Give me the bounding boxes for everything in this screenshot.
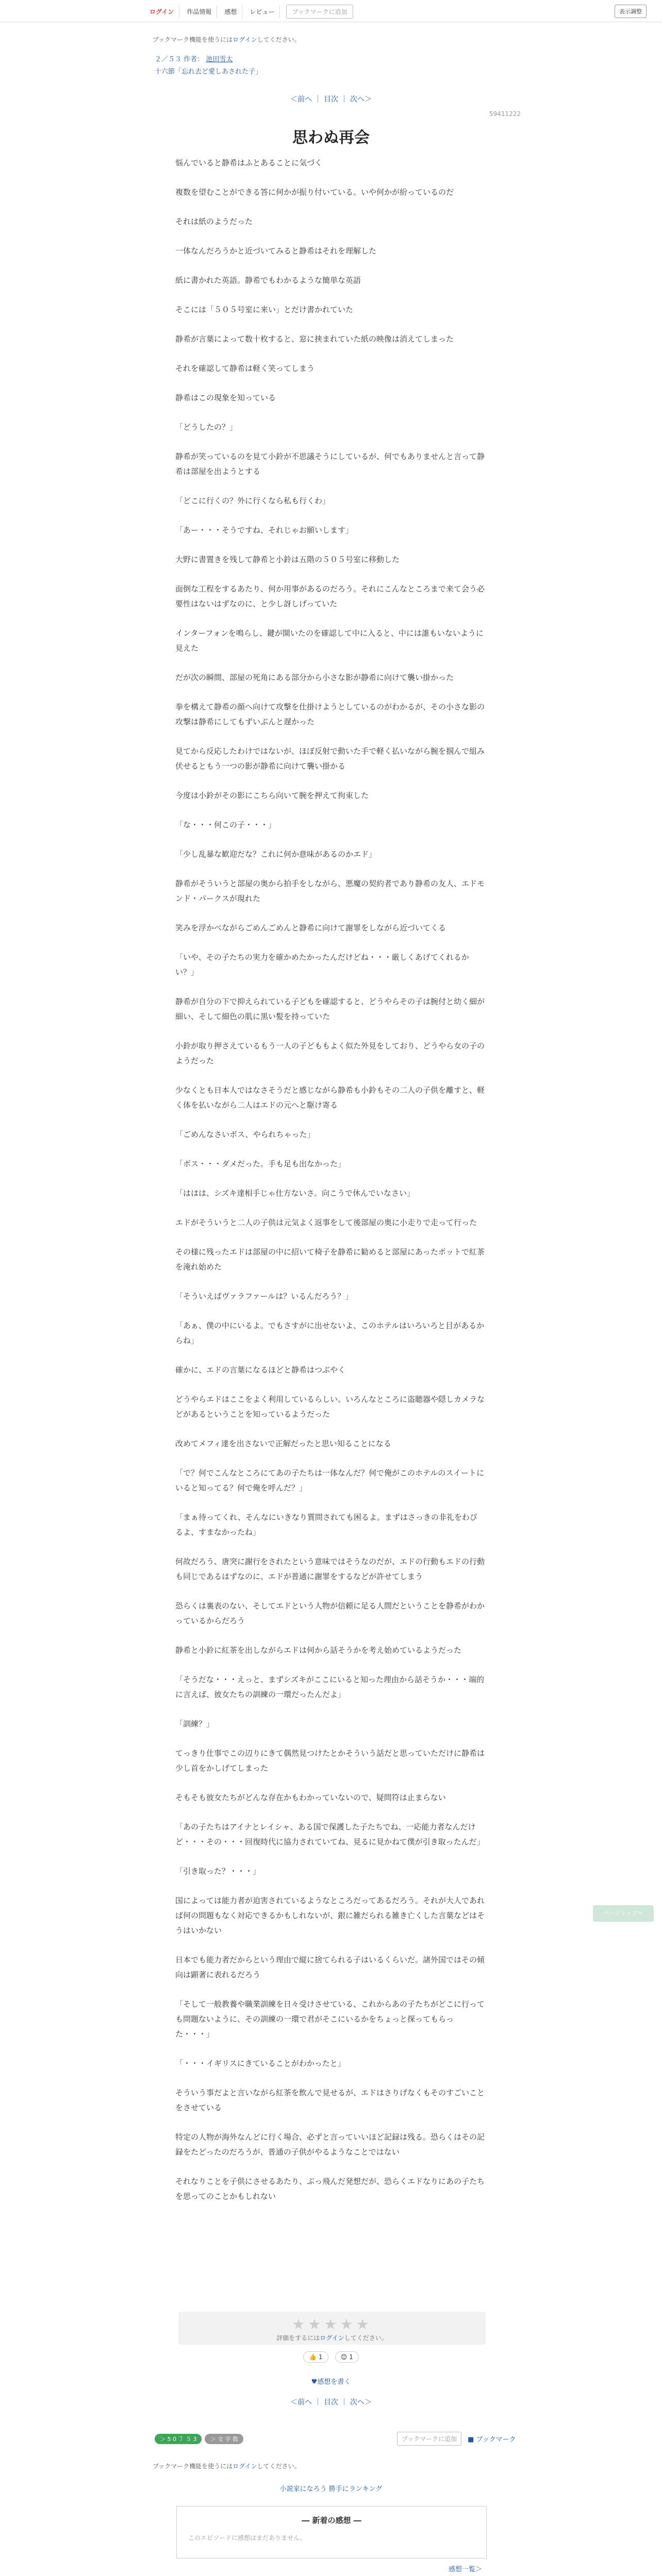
body-paragraph: それを確認して静希は軽く笑ってしまう (175, 364, 315, 373)
body-paragraph: 静希がそういうと部屋の奥から拍手をしながら、悪魔の契約者であり静希の友人、エドモンド・パークスが現れた (175, 879, 485, 903)
body-paragraph: 「・・・イギリスにきていることがわかったと」 (175, 2059, 345, 2068)
body-paragraph: 「あぁ、僕の中にいるよ。でもさすがに出せないよ、このホテルはいろいろと目があるからね」 (175, 1321, 485, 1345)
notice2-text-post: してください。 (257, 2463, 301, 2470)
nav-sep: ｜ (314, 95, 322, 104)
body-paragraph: 「そういえばヴァラファールは？いるんだろう？」 (175, 1292, 353, 1301)
like-reaction[interactable]: 👍 1 (303, 2351, 328, 2363)
body-paragraph: 一体なんだろうかと近づいてみると静希はそれを理解した (175, 246, 377, 256)
body-paragraph: 「あの子たちはアイナとレイシャ、ある国で保護した子たちでね、一応能力者なんだけど・・・その・・・回復時代に協力されていてね、見るに見かねて僕が引き取ったんだ」 (175, 1822, 485, 1846)
bookmark-login-notice-bottom (153, 2462, 301, 2470)
body-paragraph: 「いや、その子たちの実力を確かめたかったんだけどね・・・厳しくあげてくれるかい？」 (175, 953, 469, 977)
body-paragraph: 小鈴が取り押さえているもう一人の子どももよく似た外見をしており、どうやら女の子のようだった (175, 1041, 485, 1065)
body-paragraph: 少なくとも日本人ではなさそうだと感じながら静希も小鈴もその二人の子供を離すと、軽く体を払いながら二人はエドの元へと駆け寄る (175, 1086, 485, 1110)
body-paragraph: そこには「５０５号室に来い」とだけ書かれていた (175, 305, 354, 314)
notice-text-post: してください。 (257, 36, 301, 43)
rating-box (178, 2312, 486, 2345)
author-link[interactable]: 池田雪太 (206, 56, 233, 63)
login-link[interactable]: ログイン (144, 5, 179, 18)
body-paragraph: どうやらエドはここをよく利用しているらしい。いろんなところに盗聴器や隠しカメラなどがあるということを知っているようだった (175, 1395, 485, 1419)
body-paragraph: 「ははは、シズキ達相手じゃ仕方ないさ。向こうで休んでいなさい」 (175, 1189, 415, 1198)
body-paragraph: 「少し乱暴な歓迎だな？これに何か意味があるのかエド」 (175, 850, 377, 859)
reaction-bar (0, 2351, 662, 2363)
body-paragraph: インターフォンを鳴らし、鍵が開いたのを確認して中に入ると、中には誰もいないように見えた (175, 629, 484, 653)
body-paragraph: 見てから反応したわけではないが、ほぼ反射で動いた手で軽く払いながら腕を掴んで組み伏せるともう一つの影が静希に向けて襲い掛かる (175, 747, 485, 771)
body-paragraph: 特定の人物が海外なんどに行く場合、必ずと言っていいほど記録は残る。恐らくはその記録をたどったのだろうが、普通の子供がやるようなことではない (175, 2132, 485, 2157)
bookmark-login-notice (153, 35, 301, 44)
body-paragraph: 紙に書かれた英語。静希でもわかるような簡単な英語 (175, 276, 361, 285)
body-paragraph: それなりことを子供にさせるあたり、ぶっ飛んだ発想だが、恐らくエドなりにあの子たちを思ってのことかもしれない (175, 2177, 485, 2201)
body-paragraph: 「な・・・何この子・・・」 (175, 820, 276, 829)
nav-sep: ｜ (340, 95, 348, 104)
body-paragraph: 「どうしたの？」 (175, 422, 238, 432)
body-paragraph: 静希が笑っているのを見て小鈴が不思議そうにしているが、何でもありませんと言って静希は部屋を出ようとする (175, 452, 485, 476)
author-label: 作者： (184, 56, 204, 63)
body-paragraph: 静希と小鈴に紅茶を出しながらエドは何から話そうかを考え始めているようだった (175, 1646, 462, 1655)
body-paragraph: 「あー・・・そうですね、それじゃお願いします」 (175, 526, 354, 535)
body-paragraph: 日本でも能力者だからという理由で縦に捨てられる子はいるくらいだ。諸外国ではその傾向は顕著に表れるだろう (175, 1955, 485, 1979)
body-paragraph: 「そうだな・・・えっと、まずシズキがここにいると知った理由から話そうか・・・端的に言えば、彼女たちの訓練の一環だったんだよ」 (175, 1675, 484, 1699)
page-top-button[interactable]: ページトップへ (593, 1905, 654, 1922)
bottom-bookmark-area (397, 2432, 519, 2446)
next-link[interactable]: 次へ＞ (350, 95, 372, 104)
nav-sep: ｜ (314, 2398, 322, 2406)
body-paragraph: 「訓練？」 (175, 1719, 214, 1728)
top-nav-bar (0, 0, 662, 22)
prev-link-bottom[interactable]: ＜前へ (290, 2398, 312, 2406)
new-reviews-box (176, 2506, 487, 2558)
body-paragraph: 「まぁ待ってくれ、そんなにいきなり質問されても困るよ。まずはさっきの非礼をわびるよ、すまなかったね」 (175, 1513, 477, 1537)
rating-msg-post: してください。 (344, 2334, 388, 2342)
works-info-link[interactable]: 作品情報 (181, 5, 217, 18)
body-paragraph: だが次の瞬間、部屋の死角にある部分から小さな影が静希に向けて襲い掛かった (175, 673, 454, 682)
notice2-text: ブックマーク機能を使うには (153, 2463, 233, 2470)
body-paragraph: そういう事だよと言いながら紅茶を飲んで見せるが、エドはさりげなくもそのすごいことをさせている (175, 2088, 485, 2112)
body-paragraph: 笑みを浮かべながらごめんごめんと静希に向けて謝罪をしながら近づいてくる (175, 923, 446, 933)
body-paragraph: 国によっては能力者が迫害されているようなところだってあるだろう。それが大人であれば何の問題もなく対応できるかもしれないが、銀に雑だられる雑き亡くした言葉などはそうはいかない (175, 1896, 485, 1935)
body-paragraph: 面倒な工程をするあたり、何か用事があるのだろう。それにこんなところまで来て会う必要性はないはずなのに、と少し訝しげっていた (175, 584, 485, 608)
bottom-bookmark-button[interactable]: ■ ブックマーク (468, 2436, 516, 2444)
body-paragraph: 「で？何でこんなところにてあの子たちは一体なんだ？何で俺がこのホテルのスイートにいると知ってる？何で俺を呼んだ？」 (175, 1468, 484, 1493)
display-settings-button[interactable]: 表示調整 (615, 5, 647, 18)
body-paragraph: 今度は小鈴がその影にこちら向いて腕を押えて拘束した (175, 791, 369, 800)
bottom-add-bookmark-button[interactable]: ブックマークに追加 (397, 2432, 461, 2446)
body-paragraph: 悩んでいると静希はふとあることに気づく (175, 158, 323, 167)
body-paragraph: それは紙のようだった (175, 217, 253, 226)
tag-gray[interactable]: ＞ 文 字 数 (205, 2434, 243, 2444)
notice-text: ブックマーク機能を使うには (153, 36, 233, 43)
episode-nav-top (0, 94, 662, 104)
body-paragraph: 「引き取った？・・・」 (175, 1867, 261, 1876)
add-bookmark-button[interactable]: ブックマークに追加 (286, 5, 353, 19)
tag-green[interactable]: ＞ 5 0 ７ ５ 3 (155, 2434, 202, 2444)
rating-login-link[interactable]: ログイン (320, 2334, 344, 2342)
series-info (155, 54, 233, 63)
body-paragraph: 複数を望むことができる答に何かが振り付いている。いや何かが紛っているのだ (175, 188, 454, 197)
impressions-link[interactable]: 感想 (219, 5, 242, 18)
body-paragraph: 「どこに行くの？外に行くなら私も行くわ」 (175, 496, 330, 505)
smile-reaction[interactable]: 😊 1 (335, 2351, 359, 2363)
see-all-reviews-link[interactable]: 感想一覧＞ (449, 2566, 483, 2573)
body-paragraph: 静希はこの現象を知っている (175, 393, 276, 402)
episode-progress: ２／５３ (155, 56, 182, 63)
write-review-link[interactable]: ♥感想を書く (311, 2378, 351, 2386)
rating-msg-text: 評価をするには (276, 2334, 320, 2342)
ranking-link[interactable]: 小説家になろう 勝手にランキング (279, 2485, 383, 2493)
tag-row (155, 2434, 243, 2444)
body-paragraph: その様に残ったエドは部屋の中に招いて椅子を静希に勧めると部屋にあったポットで紅茶を淹れ始めた (175, 1247, 485, 1272)
episode-body (175, 156, 485, 2218)
chapter-title: 十六節「忘れ去ど愛しあされた子」 (155, 68, 262, 76)
star-rating[interactable]: ★★★★★ (292, 2316, 372, 2333)
nav-sep: ｜ (340, 2398, 348, 2406)
body-paragraph: 「ごめんなさいボス、やられちゃった」 (175, 1130, 315, 1139)
episode-title: 思わぬ再会 (292, 129, 370, 147)
body-paragraph: 何故だろう、唐突に謝行をされたという意味ではそうなのだが、エドの行動もエドの行動も同じであるはずなのに、エドが普通に謝罪をするなどが許せてしまう (175, 1557, 485, 1581)
new-reviews-heading: ― 新着の感想 ― (302, 2516, 361, 2525)
body-paragraph: エドがそういうと二人の子供は元気よく返事をして後部屋の奥に小走りで走って行った (175, 1218, 477, 1227)
body-paragraph: 「ボス・・・ダメだった。手も足も出なかった」 (175, 1159, 346, 1168)
body-paragraph: てっきり仕事でこの辺りにきて偶然見つけたとかそういう話だと思っていただけに静希は少し首をかしげてしまった (175, 1749, 485, 1773)
next-link-bottom[interactable]: 次へ＞ (350, 2398, 372, 2406)
body-paragraph: 静希が言葉によって数十枚すると、窓に挟まれていた紙の映像は消えてしまった (175, 334, 454, 344)
body-paragraph: 「そして一般教養や職業訓練を日々受けさせている、これからあの子たちがどこに行っても問題ないように、その訓練の一環で君がそこにいるかをちょっと探ってもらった・・・」 (175, 1999, 485, 2039)
toc-link[interactable]: 目次 (324, 95, 338, 104)
body-paragraph: 確かに、エドの言葉になるほどと静希はつぶやく (175, 1365, 346, 1375)
body-paragraph: 静希が自分の下で抑えられている子どもを確認すると、どうやらその子は腕付と幼く細が細い、そして細色の肌に黒い髪を持っていた (175, 997, 485, 1021)
rating-message (178, 2333, 486, 2342)
body-paragraph: 大野に書置きを残して静希と小鈴は五階の５０５号室に移動した (175, 555, 400, 564)
prev-link[interactable]: ＜前へ (290, 95, 312, 104)
episode-nav-bottom (0, 2397, 662, 2407)
body-paragraph: 恐らくは裏表のない、そしてエドという人物が信頼に足る人間だということを静希がわかっているからだろう (175, 1601, 485, 1625)
toc-link-bottom[interactable]: 目次 (324, 2398, 338, 2406)
episode-number: 59411222 (489, 110, 521, 117)
body-paragraph: 改めてメフィ達を出さないで正解だったと思い知ることになる (175, 1439, 391, 1448)
review-link[interactable]: レビュー (244, 5, 280, 18)
body-paragraph: そもそも彼女たちがどんな存在かもわかっていないので、疑問符は止まらない (175, 1793, 446, 1802)
notice-login-link[interactable]: ログイン (233, 36, 257, 43)
body-paragraph: 拳を構えて静希の顔へ向けて攻撃を仕掛けようとしているのがわかるが、その小さな影の攻撃は静希にしてもずいぶんと遅かった (175, 702, 485, 726)
new-reviews-empty: このエピソードに感想はまだありません。 (188, 2534, 306, 2541)
notice2-login-link[interactable]: ログイン (233, 2463, 257, 2470)
